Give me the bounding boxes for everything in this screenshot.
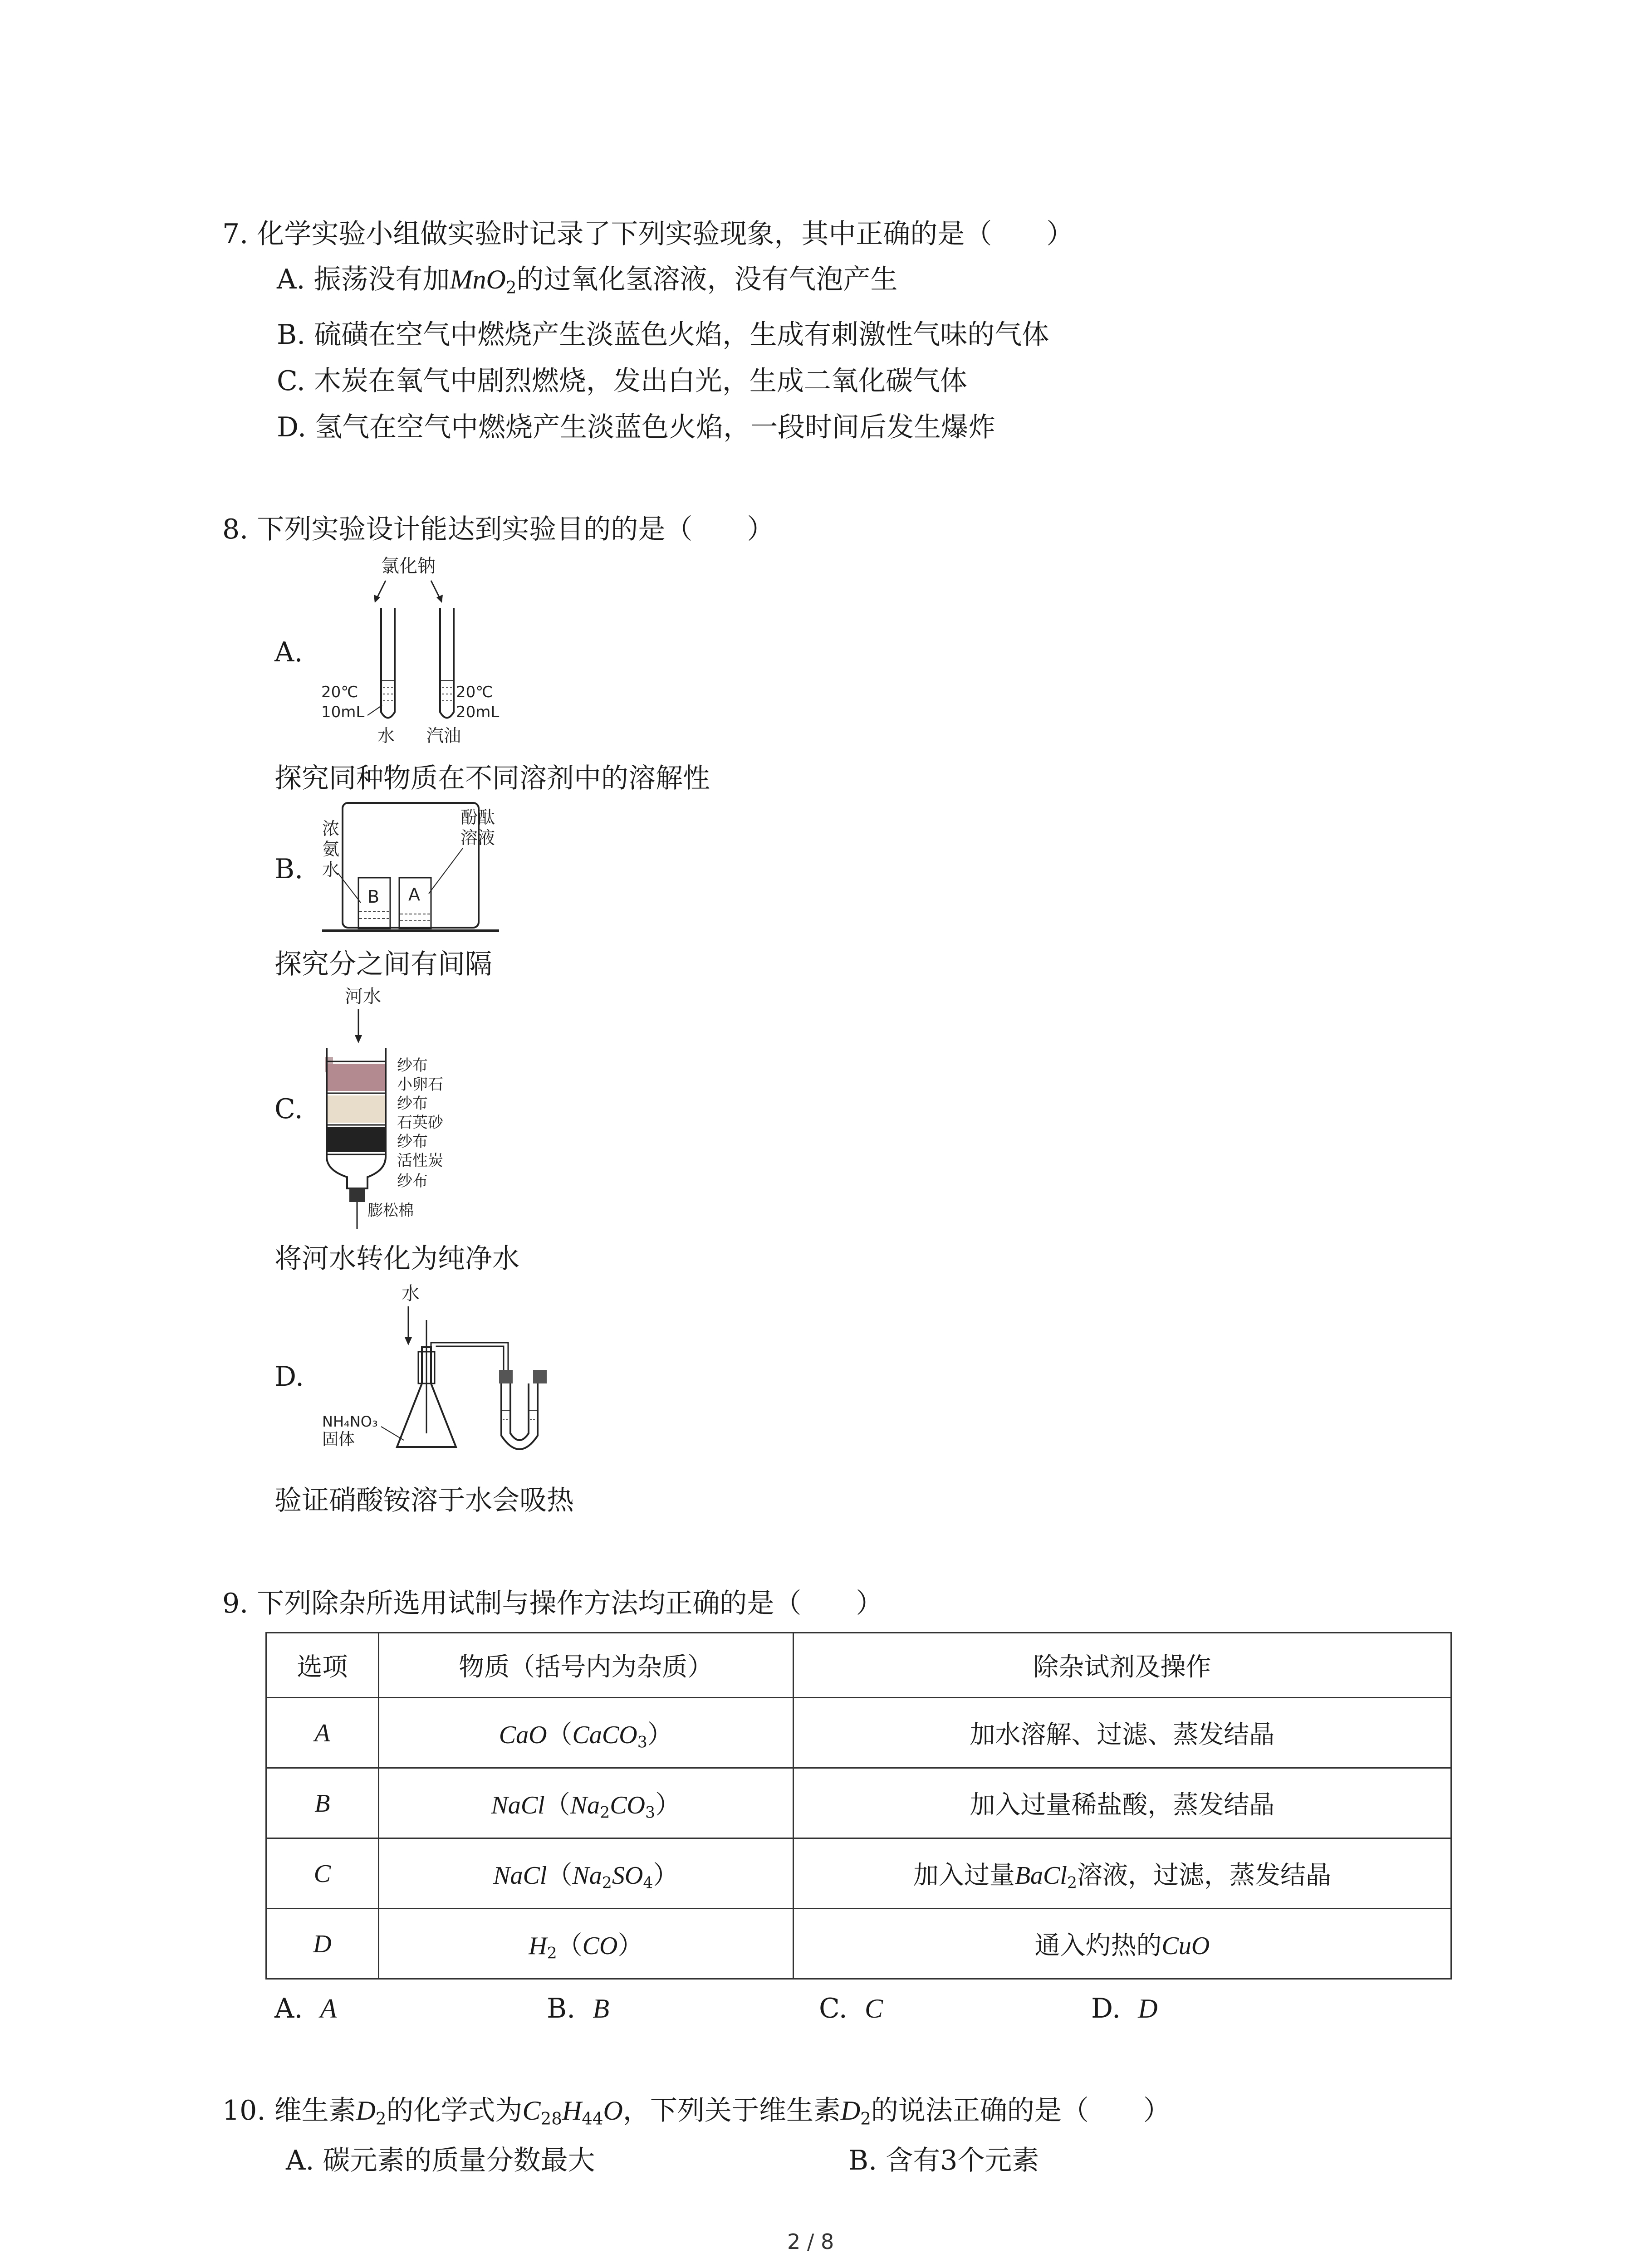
- q9-stem: 9. 下列除杂所选用试制与操作方法均正确的是（ ）: [222, 1588, 883, 1619]
- svg-text:水: 水: [377, 726, 395, 746]
- q7-option-a: A. 振荡没有加MnO$_2$的过氧化氢溶液，没有气泡产生: [277, 264, 898, 298]
- u-tube-figure: [318, 1279, 590, 1479]
- method-cell: 加入过量BaCl$_2$溶液，过滤，蒸发结晶: [793, 1838, 1451, 1909]
- svg-text:氨: 氨: [322, 839, 340, 859]
- method-cell: 加入过量稀盐酸，蒸发结晶: [793, 1768, 1451, 1838]
- svg-text:石英砂: 石英砂: [397, 1114, 443, 1132]
- q7-option-b: B. 硫磺在空气中燃烧产生淡蓝色火焰，生成有刺激性气味的气体: [277, 319, 1049, 351]
- fig-a-top-label: 氯化钠: [381, 556, 436, 577]
- svg-text:活性炭: 活性炭: [397, 1152, 443, 1170]
- method-cell: 加水溶解、过滤、蒸发结晶: [793, 1698, 1451, 1768]
- substance-cell: $NaCl(Na_2SO_4)$: [378, 1838, 793, 1909]
- svg-text:NH₄NO₃: NH₄NO₃: [322, 1413, 378, 1430]
- q9-answer-c: C. C: [819, 1993, 883, 2024]
- svg-text:B: B: [367, 887, 380, 907]
- q8-option-b-caption: 探究分之间有间隔: [274, 948, 492, 980]
- water-filter-figure: [313, 984, 504, 1238]
- table-row: [266, 1909, 1451, 1979]
- option-cell: C: [266, 1838, 379, 1909]
- table-row: [266, 1768, 1451, 1838]
- svg-text:酚酞: 酚酞: [460, 807, 495, 827]
- substance-cell: CaO（CaCO$_3$）: [378, 1698, 793, 1768]
- q10-option-a: A. 碳元素的质量分数最大: [286, 2145, 595, 2176]
- svg-text:纱布: 纱布: [397, 1172, 428, 1190]
- page-number: 2 / 8: [787, 2229, 834, 2254]
- svg-text:20mL: 20mL: [456, 703, 500, 721]
- option-cell: B: [266, 1768, 379, 1838]
- substance-cell: $NaCl(Na_2CO_3)$: [378, 1768, 793, 1838]
- q8-option-d-caption: 验证硝酸铵溶于水会吸热: [274, 1485, 574, 1516]
- q8-stem: 8. 下列实验设计能达到实验目的的是（ ）: [222, 513, 774, 545]
- svg-text:汽油: 汽油: [426, 726, 461, 746]
- table-header-cell: 物质（括号内为杂质）: [378, 1633, 793, 1698]
- svg-text:膨松棉: 膨松棉: [367, 1202, 414, 1220]
- svg-text:纱布: 纱布: [397, 1133, 428, 1151]
- impurity-table: [265, 1632, 1452, 1980]
- svg-text:20℃: 20℃: [456, 683, 493, 701]
- svg-text:小卵石: 小卵石: [397, 1075, 443, 1094]
- table-row: [266, 1698, 1451, 1768]
- q9-answer-b: B. B: [547, 1993, 609, 2024]
- table-header-row: [266, 1633, 1451, 1698]
- q7-stem: 7. 化学实验小组做实验时记录了下列实验现象，其中正确的是（ ）: [222, 218, 1074, 250]
- svg-text:A: A: [408, 885, 420, 904]
- q8-option-b-letter: B.: [274, 853, 304, 885]
- q8-option-c-caption: 将河水转化为纯净水: [274, 1243, 519, 1275]
- ammonia-beaker-figure: [318, 798, 508, 948]
- q9-answer-d: D. D: [1091, 1993, 1158, 2024]
- q9-answer-a: A. A: [274, 1993, 337, 2024]
- svg-text:纱布: 纱布: [397, 1095, 428, 1113]
- option-cell: D: [266, 1909, 379, 1979]
- svg-text:纱布: 纱布: [397, 1056, 428, 1075]
- q10-stem: 10. 维生素$D_2$的化学式为$C_{28}H_{44}O$，下列关于维生素$D_2$的说法正确的是（ ）: [222, 2095, 1171, 2129]
- table-header-cell: 选项: [266, 1633, 379, 1698]
- svg-text:溶液: 溶液: [460, 828, 495, 848]
- q8-option-a-letter: A.: [274, 636, 303, 668]
- q8-option-a-caption: 探究同种物质在不同溶剂中的溶解性: [274, 763, 710, 794]
- q10-option-b: B. 含有3个元素: [848, 2145, 1039, 2176]
- q7-option-c: C. 木炭在氧气中剧烈燃烧，发出白光，生成二氧化碳气体: [277, 365, 967, 397]
- test-tubes-figure: [318, 556, 535, 755]
- table-row: [266, 1838, 1451, 1909]
- substance-cell: $H_2(CO)$: [378, 1909, 793, 1979]
- svg-text:水: 水: [322, 860, 340, 880]
- option-cell: A: [266, 1698, 379, 1768]
- svg-text:固体: 固体: [322, 1430, 355, 1449]
- svg-text:浓: 浓: [322, 819, 340, 839]
- svg-text:河水: 河水: [345, 986, 381, 1007]
- q8-option-d-letter: D.: [274, 1361, 304, 1393]
- table-header-cell: 除杂试剂及操作: [793, 1633, 1451, 1698]
- method-cell: 通入灼热的CuO: [793, 1909, 1451, 1979]
- q7-option-d: D. 氢气在空气中燃烧产生淡蓝色火焰，一段时间后发生爆炸: [277, 411, 996, 443]
- svg-text:10mL: 10mL: [321, 703, 365, 721]
- svg-text:水: 水: [402, 1283, 420, 1304]
- svg-text:20℃: 20℃: [321, 683, 358, 701]
- q8-option-c-letter: C.: [274, 1093, 303, 1125]
